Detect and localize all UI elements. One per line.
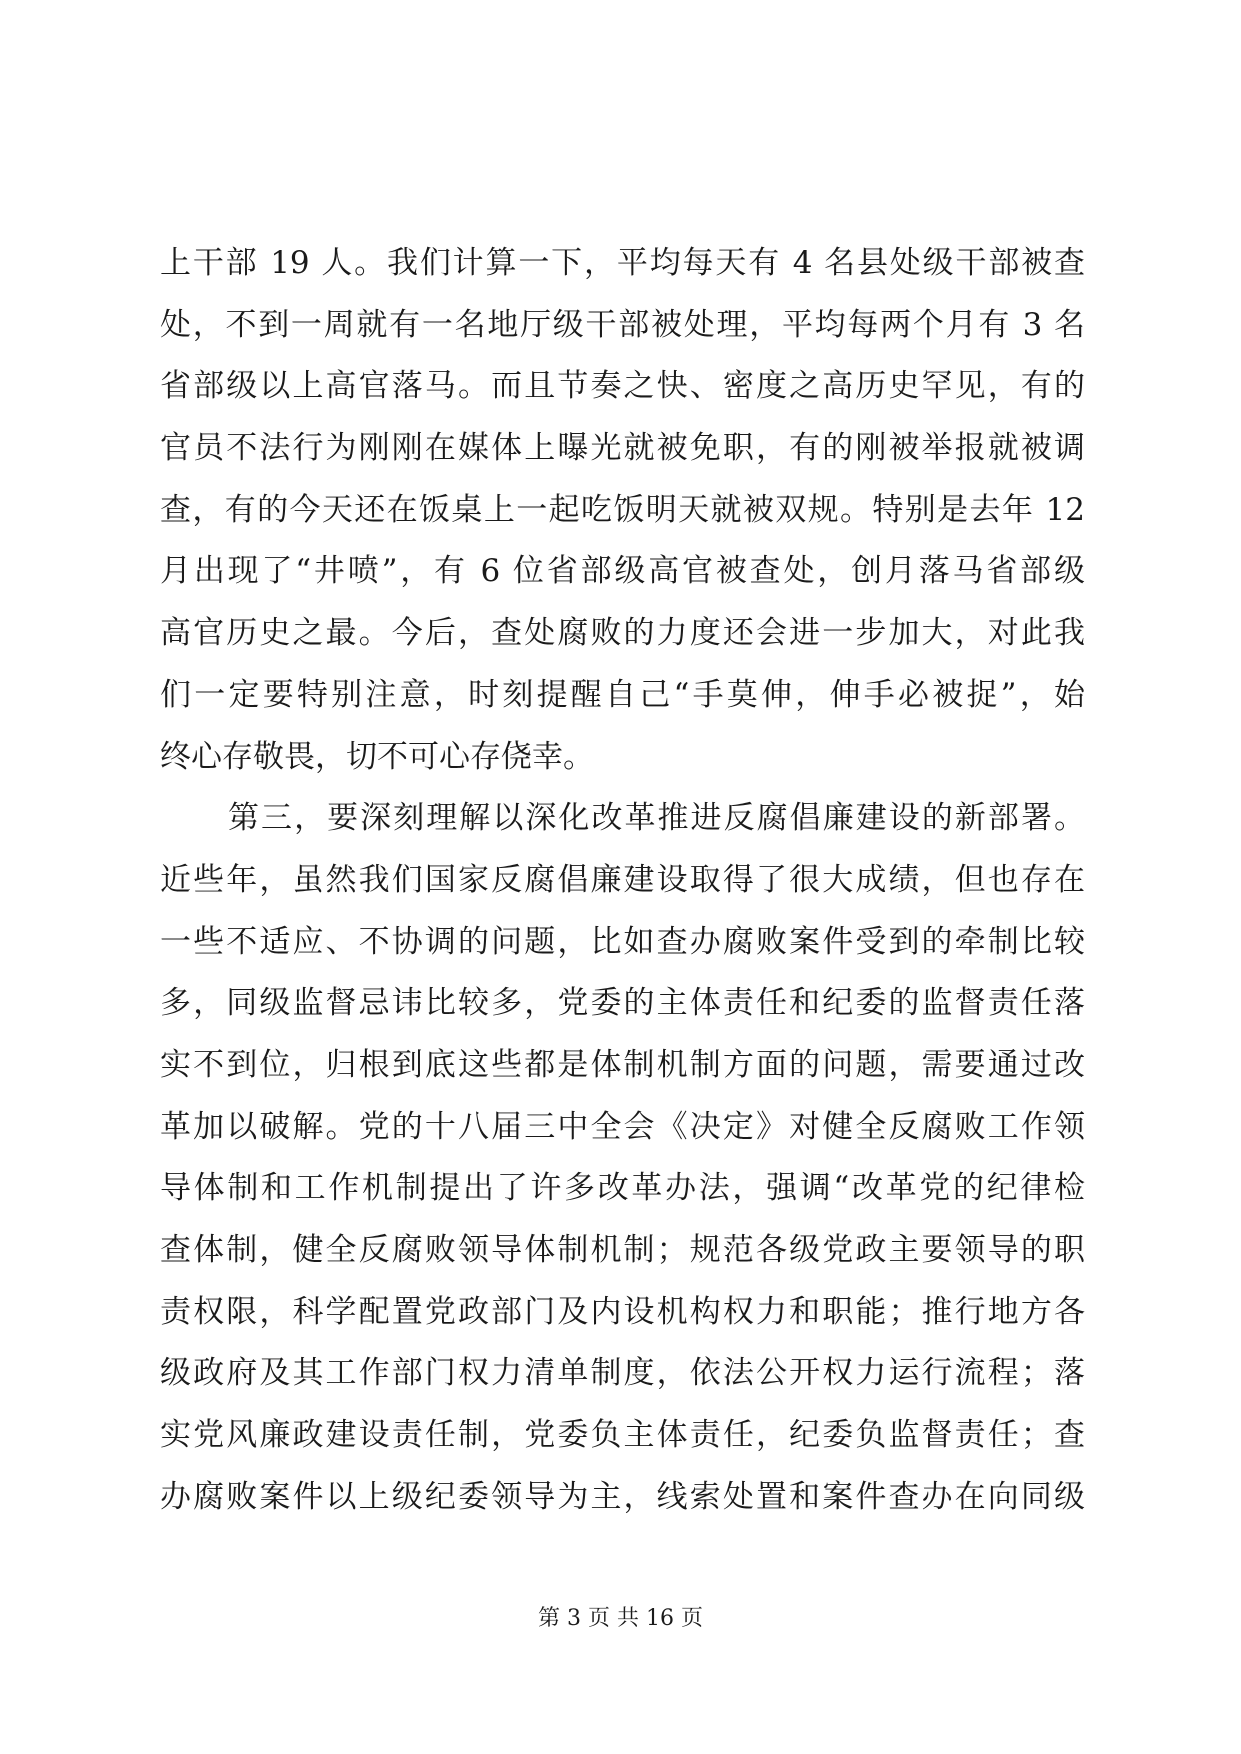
text-line: 们一定要特别注意，时刻提醒自己“手莫伸，伸手必被捉”，始 [160, 676, 1085, 713]
page-number: 第 3 页 共 16 页 [538, 1606, 703, 1631]
text-line: 高官历史之最。今后，查处腐败的力度还会进一步加大，对此我 [160, 615, 1085, 652]
text-line: 导体制和工作机制提出了许多改革办法，强调“改革党的纪律检 [160, 1170, 1085, 1207]
text-line: 上干部 19 人。我们计算一下，平均每天有 4 名县处级干部被查 [160, 245, 1085, 281]
text-line: 责权限，科学配置党政部门及内设机构权力和职能；推行地方各 [160, 1293, 1085, 1330]
text-line: 省部级以上高官落马。而且节奏之快、密度之高历史罕见，有的 [160, 368, 1085, 405]
paragraph-2 [160, 788, 1085, 1528]
text-line: 终心存敬畏，切不可心存侥幸。 [160, 738, 594, 775]
text-line: 实不到位，归根到底这些都是体制机制方面的问题，需要通过改 [160, 1046, 1085, 1083]
text-line: 查体制，健全反腐败领导体制机制；规范各级党政主要领导的职 [160, 1232, 1085, 1268]
text-line: 官员不法行为刚刚在媒体上曝光就被免职，有的刚被举报就被调 [160, 430, 1085, 467]
text-line: 查，有的今天还在饭桌上一起吃饭明天就被双规。特别是去年 12 [160, 491, 1085, 528]
text-line: 实党风廉政建设责任制，党委负主体责任，纪委负监督责任；查 [160, 1417, 1085, 1454]
text-line: 第三，要深刻理解以深化改革推进反腐倡廉建设的新部署。 [228, 800, 1085, 837]
document-body [160, 233, 1085, 1528]
text-line: 革加以破解。党的十八届三中全会《决定》对健全反腐败工作领 [160, 1108, 1085, 1145]
paragraph-1 [160, 233, 1085, 788]
text-line: 办腐败案件以上级纪委领导为主，线索处置和案件查办在向同级 [160, 1478, 1085, 1515]
text-line: 一些不适应、不协调的问题，比如查办腐败案件受到的牵制比较 [160, 923, 1085, 960]
text-line: 处，不到一周就有一名地厅级干部被处理，平均每两个月有 3 名 [160, 306, 1085, 343]
text-line: 近些年，虽然我们国家反腐倡廉建设取得了很大成绩，但也存在 [160, 861, 1085, 898]
text-line: 月出现了“井喷”，有 6 位省部级高官被查处，创月落马省部级 [160, 553, 1085, 590]
text-line: 多，同级监督忌讳比较多，党委的主体责任和纪委的监督责任落 [160, 985, 1085, 1022]
text-line: 级政府及其工作部门权力清单制度，依法公开权力运行流程；落 [160, 1355, 1085, 1392]
